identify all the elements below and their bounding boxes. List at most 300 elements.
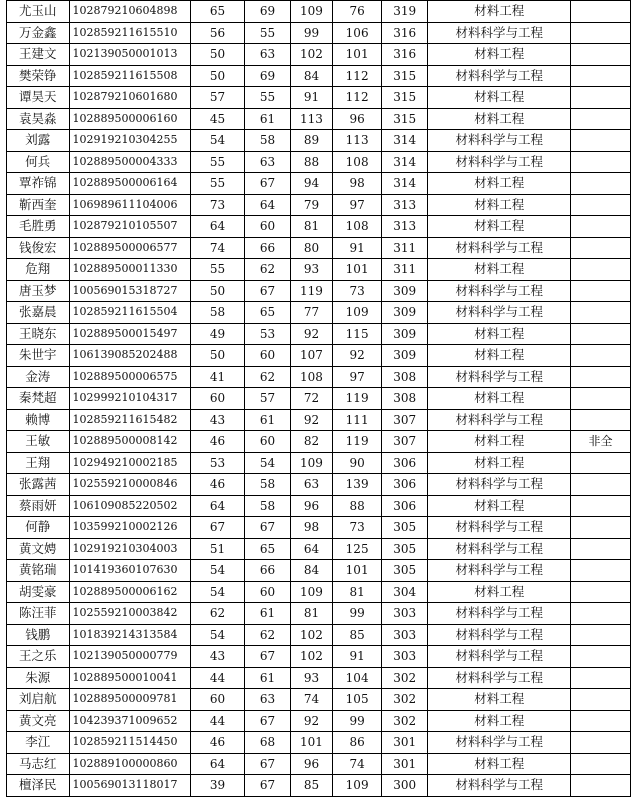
major-cell: 材料工程 <box>428 323 571 345</box>
table-row <box>7 44 631 66</box>
total-score-cell: 308 <box>381 366 428 388</box>
student-name-cell: 王建文 <box>7 44 70 66</box>
table-row <box>7 581 631 603</box>
total-score-cell: 314 <box>381 130 428 152</box>
score-2-cell: 53 <box>245 323 290 345</box>
score-3-cell: 96 <box>290 753 333 775</box>
score-2-cell: 64 <box>245 194 290 216</box>
candidate-id-cell: 106109085220502 <box>69 495 190 517</box>
candidate-id-cell: 102859211615510 <box>69 22 190 44</box>
student-name-cell: 袁昊淼 <box>7 108 70 130</box>
score-1-cell: 60 <box>190 689 245 711</box>
major-cell: 材料工程 <box>428 345 571 367</box>
score-4-cell: 73 <box>333 517 381 539</box>
score-3-cell: 108 <box>290 366 333 388</box>
table-row <box>7 452 631 474</box>
table-row <box>7 689 631 711</box>
candidate-id-cell: 102859211615482 <box>69 409 190 431</box>
score-4-cell: 113 <box>333 130 381 152</box>
score-2-cell: 66 <box>245 560 290 582</box>
major-cell: 材料工程 <box>428 216 571 238</box>
table-row <box>7 603 631 625</box>
score-2-cell: 62 <box>245 624 290 646</box>
total-score-cell: 309 <box>381 302 428 324</box>
note-cell <box>571 366 631 388</box>
score-4-cell: 91 <box>333 646 381 668</box>
candidate-id-cell: 102889500011330 <box>69 259 190 281</box>
score-2-cell: 67 <box>245 753 290 775</box>
score-4-cell: 101 <box>333 560 381 582</box>
major-cell: 材料科学与工程 <box>428 366 571 388</box>
score-2-cell: 58 <box>245 495 290 517</box>
score-2-cell: 60 <box>245 216 290 238</box>
student-name-cell: 黄文娉 <box>7 538 70 560</box>
score-4-cell: 74 <box>333 753 381 775</box>
note-cell <box>571 216 631 238</box>
score-3-cell: 81 <box>290 216 333 238</box>
table-row <box>7 624 631 646</box>
score-1-cell: 53 <box>190 452 245 474</box>
score-1-cell: 65 <box>190 1 245 23</box>
total-score-cell: 316 <box>381 44 428 66</box>
candidate-id-cell: 102919210304255 <box>69 130 190 152</box>
score-1-cell: 46 <box>190 431 245 453</box>
score-3-cell: 79 <box>290 194 333 216</box>
table-row <box>7 87 631 109</box>
candidate-id-cell: 102879210604898 <box>69 1 190 23</box>
candidate-id-cell: 102999210104317 <box>69 388 190 410</box>
score-1-cell: 74 <box>190 237 245 259</box>
major-cell: 材料科学与工程 <box>428 237 571 259</box>
score-1-cell: 39 <box>190 775 245 797</box>
candidate-id-cell: 102889500006160 <box>69 108 190 130</box>
note-cell <box>571 173 631 195</box>
major-cell: 材料工程 <box>428 581 571 603</box>
note-cell <box>571 452 631 474</box>
table-row <box>7 108 631 130</box>
major-cell: 材料科学与工程 <box>428 302 571 324</box>
major-cell: 材料科学与工程 <box>428 474 571 496</box>
score-3-cell: 109 <box>290 1 333 23</box>
note-cell <box>571 710 631 732</box>
score-1-cell: 58 <box>190 302 245 324</box>
table-row <box>7 259 631 281</box>
note-cell <box>571 22 631 44</box>
total-score-cell: 307 <box>381 431 428 453</box>
major-cell: 材料工程 <box>428 753 571 775</box>
total-score-cell: 314 <box>381 173 428 195</box>
student-name-cell: 钱鹏 <box>7 624 70 646</box>
major-cell: 材料科学与工程 <box>428 280 571 302</box>
score-3-cell: 99 <box>290 22 333 44</box>
total-score-cell: 301 <box>381 753 428 775</box>
score-3-cell: 89 <box>290 130 333 152</box>
score-4-cell: 92 <box>333 345 381 367</box>
note-cell <box>571 237 631 259</box>
score-1-cell: 50 <box>190 44 245 66</box>
score-3-cell: 77 <box>290 302 333 324</box>
score-2-cell: 55 <box>245 87 290 109</box>
score-4-cell: 99 <box>333 710 381 732</box>
score-2-cell: 62 <box>245 366 290 388</box>
score-4-cell: 101 <box>333 259 381 281</box>
note-cell <box>571 323 631 345</box>
score-3-cell: 63 <box>290 474 333 496</box>
major-cell: 材料科学与工程 <box>428 538 571 560</box>
score-2-cell: 67 <box>245 710 290 732</box>
candidate-id-cell: 102139050000779 <box>69 646 190 668</box>
total-score-cell: 302 <box>381 689 428 711</box>
note-cell <box>571 538 631 560</box>
table-row <box>7 495 631 517</box>
student-name-cell: 黄铭瑞 <box>7 560 70 582</box>
total-score-cell: 301 <box>381 732 428 754</box>
table-row <box>7 710 631 732</box>
score-2-cell: 60 <box>245 431 290 453</box>
score-3-cell: 92 <box>290 323 333 345</box>
candidate-id-cell: 102879210105507 <box>69 216 190 238</box>
table-row <box>7 646 631 668</box>
major-cell: 材料工程 <box>428 259 571 281</box>
candidate-id-cell: 102889500015497 <box>69 323 190 345</box>
score-1-cell: 62 <box>190 603 245 625</box>
candidate-id-cell: 102859211514450 <box>69 732 190 754</box>
score-1-cell: 43 <box>190 409 245 431</box>
total-score-cell: 302 <box>381 710 428 732</box>
note-cell <box>571 108 631 130</box>
total-score-cell: 305 <box>381 517 428 539</box>
score-3-cell: 94 <box>290 173 333 195</box>
table-row <box>7 409 631 431</box>
total-score-cell: 306 <box>381 474 428 496</box>
total-score-cell: 319 <box>381 1 428 23</box>
student-name-cell: 钱俊宏 <box>7 237 70 259</box>
candidate-id-cell: 102559210000846 <box>69 474 190 496</box>
score-2-cell: 69 <box>245 65 290 87</box>
score-1-cell: 60 <box>190 388 245 410</box>
score-3-cell: 109 <box>290 581 333 603</box>
note-cell <box>571 388 631 410</box>
score-2-cell: 58 <box>245 474 290 496</box>
score-4-cell: 99 <box>333 603 381 625</box>
table-row <box>7 474 631 496</box>
score-1-cell: 46 <box>190 732 245 754</box>
table-row <box>7 280 631 302</box>
total-score-cell: 314 <box>381 151 428 173</box>
score-2-cell: 68 <box>245 732 290 754</box>
score-4-cell: 119 <box>333 431 381 453</box>
note-cell <box>571 302 631 324</box>
score-3-cell: 101 <box>290 732 333 754</box>
score-1-cell: 46 <box>190 474 245 496</box>
student-name-cell: 张嘉晨 <box>7 302 70 324</box>
note-cell: 非全 <box>571 431 631 453</box>
score-4-cell: 91 <box>333 237 381 259</box>
score-4-cell: 97 <box>333 366 381 388</box>
candidate-id-cell: 100569013118017 <box>69 775 190 797</box>
score-2-cell: 60 <box>245 345 290 367</box>
score-2-cell: 65 <box>245 302 290 324</box>
table-row <box>7 323 631 345</box>
student-name-cell: 朱源 <box>7 667 70 689</box>
candidate-id-cell: 106139085202488 <box>69 345 190 367</box>
note-cell <box>571 409 631 431</box>
student-name-cell: 谭昊天 <box>7 87 70 109</box>
score-2-cell: 69 <box>245 1 290 23</box>
student-name-cell: 马志红 <box>7 753 70 775</box>
total-score-cell: 306 <box>381 495 428 517</box>
major-cell: 材料科学与工程 <box>428 560 571 582</box>
score-2-cell: 62 <box>245 259 290 281</box>
major-cell: 材料科学与工程 <box>428 517 571 539</box>
note-cell <box>571 259 631 281</box>
note-cell <box>571 495 631 517</box>
score-3-cell: 92 <box>290 409 333 431</box>
table-row <box>7 538 631 560</box>
note-cell <box>571 775 631 797</box>
major-cell: 材料工程 <box>428 1 571 23</box>
student-name-cell: 秦梵超 <box>7 388 70 410</box>
major-cell: 材料科学与工程 <box>428 646 571 668</box>
candidate-id-cell: 102559210003842 <box>69 603 190 625</box>
note-cell <box>571 87 631 109</box>
total-score-cell: 313 <box>381 216 428 238</box>
student-name-cell: 王翔 <box>7 452 70 474</box>
score-2-cell: 63 <box>245 689 290 711</box>
total-score-cell: 315 <box>381 108 428 130</box>
note-cell <box>571 44 631 66</box>
score-2-cell: 61 <box>245 667 290 689</box>
candidate-id-cell: 101839214313584 <box>69 624 190 646</box>
student-name-cell: 王之乐 <box>7 646 70 668</box>
student-name-cell: 赖博 <box>7 409 70 431</box>
total-score-cell: 315 <box>381 65 428 87</box>
score-4-cell: 108 <box>333 216 381 238</box>
score-3-cell: 82 <box>290 431 333 453</box>
score-2-cell: 61 <box>245 603 290 625</box>
score-4-cell: 115 <box>333 323 381 345</box>
candidate-id-cell: 102889500008142 <box>69 431 190 453</box>
total-score-cell: 315 <box>381 87 428 109</box>
score-3-cell: 81 <box>290 603 333 625</box>
candidate-id-cell: 102949210002185 <box>69 452 190 474</box>
score-1-cell: 50 <box>190 65 245 87</box>
table-row <box>7 130 631 152</box>
note-cell <box>571 1 631 23</box>
score-1-cell: 44 <box>190 667 245 689</box>
student-name-cell: 檀泽民 <box>7 775 70 797</box>
score-1-cell: 44 <box>190 710 245 732</box>
total-score-cell: 306 <box>381 452 428 474</box>
score-3-cell: 102 <box>290 646 333 668</box>
score-4-cell: 108 <box>333 151 381 173</box>
score-4-cell: 109 <box>333 302 381 324</box>
major-cell: 材料科学与工程 <box>428 22 571 44</box>
table-row <box>7 366 631 388</box>
score-1-cell: 67 <box>190 517 245 539</box>
note-cell <box>571 624 631 646</box>
score-4-cell: 90 <box>333 452 381 474</box>
major-cell: 材料工程 <box>428 194 571 216</box>
major-cell: 材料科学与工程 <box>428 732 571 754</box>
note-cell <box>571 130 631 152</box>
candidate-id-cell: 102889500010041 <box>69 667 190 689</box>
student-name-cell: 陈汪菲 <box>7 603 70 625</box>
score-2-cell: 67 <box>245 775 290 797</box>
table-row <box>7 560 631 582</box>
note-cell <box>571 345 631 367</box>
major-cell: 材料科学与工程 <box>428 667 571 689</box>
score-4-cell: 88 <box>333 495 381 517</box>
table-row <box>7 173 631 195</box>
score-3-cell: 72 <box>290 388 333 410</box>
score-2-cell: 63 <box>245 151 290 173</box>
score-2-cell: 57 <box>245 388 290 410</box>
total-score-cell: 309 <box>381 280 428 302</box>
total-score-cell: 302 <box>381 667 428 689</box>
score-3-cell: 93 <box>290 667 333 689</box>
major-cell: 材料工程 <box>428 431 571 453</box>
score-4-cell: 104 <box>333 667 381 689</box>
score-4-cell: 112 <box>333 87 381 109</box>
score-1-cell: 54 <box>190 581 245 603</box>
student-name-cell: 张露茜 <box>7 474 70 496</box>
table-row <box>7 151 631 173</box>
student-name-cell: 蔡雨妍 <box>7 495 70 517</box>
student-name-cell: 靳西奎 <box>7 194 70 216</box>
score-3-cell: 109 <box>290 452 333 474</box>
score-1-cell: 56 <box>190 22 245 44</box>
total-score-cell: 308 <box>381 388 428 410</box>
candidate-id-cell: 101419360107630 <box>69 560 190 582</box>
score-1-cell: 50 <box>190 280 245 302</box>
score-4-cell: 119 <box>333 388 381 410</box>
score-4-cell: 98 <box>333 173 381 195</box>
note-cell <box>571 581 631 603</box>
score-3-cell: 119 <box>290 280 333 302</box>
score-4-cell: 96 <box>333 108 381 130</box>
score-2-cell: 65 <box>245 538 290 560</box>
score-table <box>6 0 631 797</box>
major-cell: 材料科学与工程 <box>428 65 571 87</box>
score-4-cell: 125 <box>333 538 381 560</box>
total-score-cell: 311 <box>381 259 428 281</box>
score-1-cell: 55 <box>190 173 245 195</box>
score-4-cell: 97 <box>333 194 381 216</box>
note-cell <box>571 689 631 711</box>
candidate-id-cell: 106989611104006 <box>69 194 190 216</box>
score-3-cell: 85 <box>290 775 333 797</box>
table-row <box>7 667 631 689</box>
score-3-cell: 92 <box>290 710 333 732</box>
score-2-cell: 67 <box>245 280 290 302</box>
score-2-cell: 60 <box>245 581 290 603</box>
note-cell <box>571 603 631 625</box>
major-cell: 材料科学与工程 <box>428 603 571 625</box>
score-3-cell: 84 <box>290 65 333 87</box>
total-score-cell: 305 <box>381 560 428 582</box>
major-cell: 材料工程 <box>428 452 571 474</box>
score-1-cell: 57 <box>190 87 245 109</box>
student-name-cell: 刘露 <box>7 130 70 152</box>
student-name-cell: 毛胜勇 <box>7 216 70 238</box>
score-1-cell: 54 <box>190 130 245 152</box>
note-cell <box>571 753 631 775</box>
candidate-id-cell: 100569015318727 <box>69 280 190 302</box>
total-score-cell: 305 <box>381 538 428 560</box>
table-row <box>7 194 631 216</box>
major-cell: 材料工程 <box>428 710 571 732</box>
table-row <box>7 431 631 453</box>
table-row <box>7 302 631 324</box>
table-row <box>7 517 631 539</box>
note-cell <box>571 194 631 216</box>
score-2-cell: 66 <box>245 237 290 259</box>
score-4-cell: 139 <box>333 474 381 496</box>
student-name-cell: 王晓东 <box>7 323 70 345</box>
note-cell <box>571 474 631 496</box>
score-4-cell: 101 <box>333 44 381 66</box>
major-cell: 材料工程 <box>428 388 571 410</box>
score-3-cell: 91 <box>290 87 333 109</box>
score-2-cell: 63 <box>245 44 290 66</box>
table-row <box>7 216 631 238</box>
student-name-cell: 刘启航 <box>7 689 70 711</box>
candidate-id-cell: 102889500004333 <box>69 151 190 173</box>
table-row <box>7 1 631 23</box>
table-row <box>7 732 631 754</box>
major-cell: 材料科学与工程 <box>428 775 571 797</box>
student-name-cell: 危翔 <box>7 259 70 281</box>
student-name-cell: 胡雯豪 <box>7 581 70 603</box>
note-cell <box>571 517 631 539</box>
candidate-id-cell: 102859211615504 <box>69 302 190 324</box>
major-cell: 材料工程 <box>428 495 571 517</box>
score-1-cell: 64 <box>190 495 245 517</box>
major-cell: 材料工程 <box>428 689 571 711</box>
total-score-cell: 313 <box>381 194 428 216</box>
score-3-cell: 93 <box>290 259 333 281</box>
score-3-cell: 64 <box>290 538 333 560</box>
score-4-cell: 112 <box>333 65 381 87</box>
total-score-cell: 303 <box>381 603 428 625</box>
candidate-id-cell: 103599210002126 <box>69 517 190 539</box>
score-3-cell: 74 <box>290 689 333 711</box>
student-name-cell: 何静 <box>7 517 70 539</box>
table-row <box>7 775 631 797</box>
score-3-cell: 113 <box>290 108 333 130</box>
note-cell <box>571 732 631 754</box>
score-3-cell: 107 <box>290 345 333 367</box>
score-2-cell: 54 <box>245 452 290 474</box>
total-score-cell: 303 <box>381 646 428 668</box>
total-score-cell: 316 <box>381 22 428 44</box>
score-1-cell: 55 <box>190 151 245 173</box>
candidate-id-cell: 102889500006575 <box>69 366 190 388</box>
score-3-cell: 80 <box>290 237 333 259</box>
candidate-id-cell: 102889500006577 <box>69 237 190 259</box>
score-1-cell: 54 <box>190 624 245 646</box>
total-score-cell: 307 <box>381 409 428 431</box>
note-cell <box>571 646 631 668</box>
student-name-cell: 何兵 <box>7 151 70 173</box>
note-cell <box>571 280 631 302</box>
total-score-cell: 309 <box>381 345 428 367</box>
score-1-cell: 41 <box>190 366 245 388</box>
major-cell: 材料科学与工程 <box>428 130 571 152</box>
note-cell <box>571 560 631 582</box>
score-3-cell: 96 <box>290 495 333 517</box>
